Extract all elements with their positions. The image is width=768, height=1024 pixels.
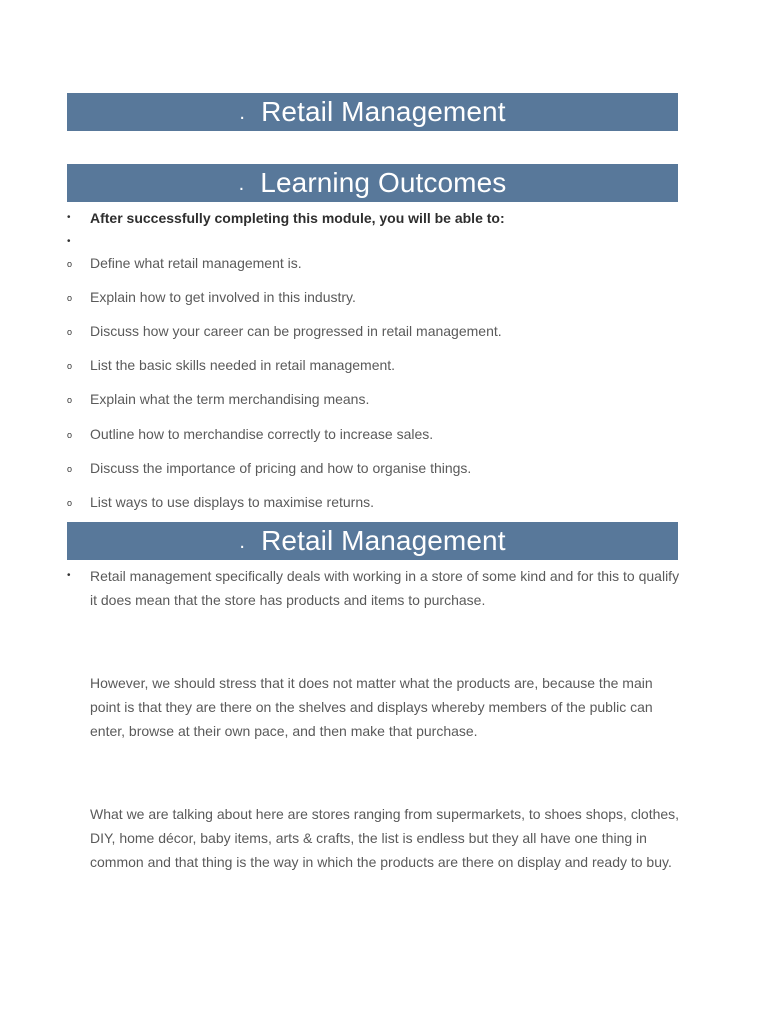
- section-banner-learning-outcomes: [67, 164, 678, 202]
- banner-title: Retail Management: [261, 96, 506, 127]
- outcome-item: Explain what the term merchandising means.: [90, 391, 370, 407]
- bullet-marker: •: [67, 570, 71, 581]
- banner-title: Retail Management: [261, 525, 506, 556]
- banner-title: Learning Outcomes: [260, 167, 507, 198]
- circle-marker: o: [67, 327, 73, 337]
- outcome-item: List the basic skills needed in retail management.: [90, 357, 396, 373]
- circle-marker: o: [67, 293, 73, 303]
- circle-marker: o: [67, 259, 73, 269]
- section-banner-retail-management: [67, 93, 678, 131]
- outcome-item: Explain how to get involved in this industry.: [90, 289, 356, 305]
- circle-marker: o: [67, 395, 73, 405]
- banner-bullet: .: [238, 172, 245, 195]
- outcome-item: Outline how to merchandise correctly to increase sales.: [90, 426, 434, 442]
- bullet-marker-empty: •: [67, 236, 71, 247]
- circle-marker: o: [67, 361, 73, 371]
- outcome-item: Discuss the importance of pricing and how to organise things.: [90, 460, 472, 476]
- circle-marker: o: [67, 430, 73, 440]
- circle-marker: o: [67, 498, 73, 508]
- banner-bullet: .: [239, 530, 246, 553]
- banner-bullet: .: [239, 101, 246, 124]
- outcome-item: Discuss how your career can be progressed in retail management.: [90, 323, 502, 339]
- body-paragraph: Retail management specifically deals with working in a store of some kind and for this to qualify it does mean that the store has products and items to purchase.: [90, 568, 680, 608]
- bullet-marker: •: [67, 212, 71, 223]
- section-banner-retail-management: [67, 522, 678, 560]
- body-paragraph: However, we should stress that it does not matter what the products are, because the main point is that they are there on the shelves and displays whereby members of the public can enter, browse at their own pace, and then make that purchase.: [90, 675, 653, 739]
- body-paragraph: What we are talking about here are stores ranging from supermarkets, to shoes shops, clothes, DIY, home décor, baby items, arts & crafts, the list is endless but they all have one thing in common and that thing is the way in which the products are there on display and ready to buy.: [90, 806, 680, 870]
- outcome-item: List ways to use displays to maximise returns.: [90, 494, 374, 510]
- outcome-item: Define what retail management is.: [90, 255, 302, 271]
- circle-marker: o: [67, 464, 73, 474]
- learning-outcomes-intro: After successfully completing this module, you will be able to:: [90, 210, 505, 226]
